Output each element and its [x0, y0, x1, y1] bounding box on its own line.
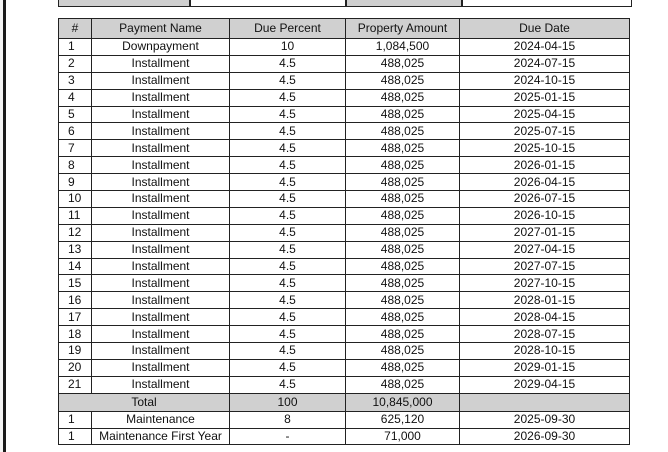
table-row — [59, 411, 630, 428]
cell-payment-name: Installment — [92, 174, 230, 191]
cell-payment-name: Maintenance First Year — [92, 428, 230, 445]
cell-payment-name: Installment — [92, 72, 230, 89]
cell-property-amount: 488,025 — [346, 140, 460, 157]
cell-property-amount: 488,025 — [346, 292, 460, 309]
cell-payment-name: Installment — [92, 123, 230, 140]
header-payment-name: Payment Name — [92, 19, 230, 39]
cell-due-date: 2025-04-15 — [460, 106, 630, 123]
table-row — [59, 39, 630, 56]
cell-property-amount: 488,025 — [346, 309, 460, 326]
cell-due-percent: 4.5 — [230, 326, 346, 343]
cell-number: 1 — [59, 428, 92, 445]
cell-number: 14 — [59, 258, 92, 275]
cell-due-date: 2028-04-15 — [460, 309, 630, 326]
cell-number: 5 — [59, 106, 92, 123]
cell-payment-name: Installment — [92, 89, 230, 106]
cell-payment-name: Installment — [92, 258, 230, 275]
table-row — [59, 123, 630, 140]
table-row — [59, 174, 630, 191]
cell-due-percent: 4.5 — [230, 258, 346, 275]
total-percent: 100 — [230, 393, 346, 411]
cell-property-amount: 488,025 — [346, 258, 460, 275]
table-row — [59, 258, 630, 275]
cell-payment-name: Installment — [92, 275, 230, 292]
table-row — [59, 140, 630, 157]
total-row — [59, 393, 630, 411]
cell-number: 3 — [59, 72, 92, 89]
cell-due-date: 2027-01-15 — [460, 224, 630, 241]
cell-due-date: 2027-07-15 — [460, 258, 630, 275]
cell-property-amount: 488,025 — [346, 376, 460, 393]
total-label: Total — [59, 393, 230, 411]
cell-number: 1 — [59, 411, 92, 428]
cell-due-date: 2024-04-15 — [460, 39, 630, 56]
cell-number: 18 — [59, 326, 92, 343]
cell-number: 17 — [59, 309, 92, 326]
cell-number: 13 — [59, 241, 92, 258]
cell-due-percent: 4.5 — [230, 376, 346, 393]
table-row — [59, 72, 630, 89]
cell-payment-name: Installment — [92, 207, 230, 224]
cell-due-date: 2025-01-15 — [460, 89, 630, 106]
header-due-date: Due Date — [460, 19, 630, 39]
cell-payment-name: Installment — [92, 343, 230, 360]
cell-number: 10 — [59, 191, 92, 208]
cell-due-date: 2025-09-30 — [460, 411, 630, 428]
cell-due-date: 2024-07-15 — [460, 55, 630, 72]
table-row — [59, 309, 630, 326]
cell-property-amount: 488,025 — [346, 359, 460, 376]
cell-due-date: 2028-01-15 — [460, 292, 630, 309]
cell-due-percent: 4.5 — [230, 140, 346, 157]
cell-property-amount: 488,025 — [346, 191, 460, 208]
cell-property-amount: 625,120 — [346, 411, 460, 428]
cell-property-amount: 488,025 — [346, 241, 460, 258]
cell-due-date: 2027-10-15 — [460, 275, 630, 292]
cell-due-date: 2024-10-15 — [460, 72, 630, 89]
document-page — [3, 0, 668, 452]
cell-due-percent: 4.5 — [230, 241, 346, 258]
cell-due-percent: 4.5 — [230, 157, 346, 174]
table-row — [59, 55, 630, 72]
cell-payment-name: Installment — [92, 326, 230, 343]
table-row — [59, 106, 630, 123]
cell-property-amount: 488,025 — [346, 174, 460, 191]
cell-due-date: 2026-07-15 — [460, 191, 630, 208]
cell-number: 11 — [59, 207, 92, 224]
cell-due-date: 2026-04-15 — [460, 174, 630, 191]
table-row — [59, 359, 630, 376]
cell-payment-name: Installment — [92, 241, 230, 258]
payment-schedule-table — [58, 18, 630, 445]
cell-payment-name: Installment — [92, 157, 230, 174]
cell-property-amount: 488,025 — [346, 72, 460, 89]
cell-property-amount: 488,025 — [346, 123, 460, 140]
cell-due-percent: 4.5 — [230, 106, 346, 123]
cell-number: 20 — [59, 359, 92, 376]
cell-number: 15 — [59, 275, 92, 292]
total-amount: 10,845,000 — [346, 393, 460, 411]
cell-payment-name: Installment — [92, 140, 230, 157]
cell-number: 4 — [59, 89, 92, 106]
cell-due-percent: 4.5 — [230, 123, 346, 140]
cell-due-percent: 10 — [230, 39, 346, 56]
cell-due-date: 2028-07-15 — [460, 326, 630, 343]
table-row — [59, 157, 630, 174]
cell-due-percent: 4.5 — [230, 72, 346, 89]
table-row — [59, 89, 630, 106]
cell-due-percent: 4.5 — [230, 89, 346, 106]
cell-due-date: 2029-01-15 — [460, 359, 630, 376]
table-row — [59, 326, 630, 343]
cell-property-amount: 488,025 — [346, 106, 460, 123]
table-row — [59, 343, 630, 360]
cell-due-percent: 4.5 — [230, 174, 346, 191]
cell-property-amount: 488,025 — [346, 55, 460, 72]
cell-due-percent: 4.5 — [230, 55, 346, 72]
cell-due-date: 2026-09-30 — [460, 428, 630, 445]
cell-number: 6 — [59, 123, 92, 140]
cell-due-date: 2028-10-15 — [460, 343, 630, 360]
cell-number: 2 — [59, 55, 92, 72]
cell-number: 8 — [59, 157, 92, 174]
cell-property-amount: 488,025 — [346, 275, 460, 292]
cell-due-percent: 4.5 — [230, 309, 346, 326]
cell-payment-name: Installment — [92, 224, 230, 241]
cell-property-amount: 488,025 — [346, 326, 460, 343]
cell-number: 19 — [59, 343, 92, 360]
header-property-amount: Property Amount — [346, 19, 460, 39]
cell-property-amount: 488,025 — [346, 157, 460, 174]
cell-payment-name: Installment — [92, 55, 230, 72]
cell-number: 21 — [59, 376, 92, 393]
cell-due-percent: 4.5 — [230, 224, 346, 241]
cell-number: 12 — [59, 224, 92, 241]
cell-number: 16 — [59, 292, 92, 309]
cell-payment-name: Installment — [92, 359, 230, 376]
cell-due-percent: 4.5 — [230, 275, 346, 292]
cell-property-amount: 1,084,500 — [346, 39, 460, 56]
cell-due-date: 2025-07-15 — [460, 123, 630, 140]
table-row — [59, 224, 630, 241]
cell-payment-name: Installment — [92, 309, 230, 326]
cell-number: 1 — [59, 39, 92, 56]
cell-payment-name: Installment — [92, 191, 230, 208]
cell-payment-name: Installment — [92, 106, 230, 123]
total-date — [460, 393, 630, 411]
cell-due-date: 2025-10-15 — [460, 140, 630, 157]
cell-property-amount: 71,000 — [346, 428, 460, 445]
table-row — [59, 275, 630, 292]
cell-due-percent: 4.5 — [230, 292, 346, 309]
cell-due-date: 2027-04-15 — [460, 241, 630, 258]
cell-payment-name: Installment — [92, 376, 230, 393]
cell-due-date: 2029-04-15 — [460, 376, 630, 393]
cell-due-percent: 4.5 — [230, 359, 346, 376]
cell-due-percent: - — [230, 428, 346, 445]
cell-due-percent: 4.5 — [230, 207, 346, 224]
header-number: # — [59, 19, 92, 39]
table-row — [59, 292, 630, 309]
cell-property-amount: 488,025 — [346, 343, 460, 360]
previous-table-bottom-edge — [58, 0, 632, 7]
cell-due-date: 2026-01-15 — [460, 157, 630, 174]
table-row — [59, 191, 630, 208]
cell-property-amount: 488,025 — [346, 224, 460, 241]
cell-payment-name: Installment — [92, 292, 230, 309]
cell-payment-name: Maintenance — [92, 411, 230, 428]
header-due-percent: Due Percent — [230, 19, 346, 39]
cell-due-date: 2026-10-15 — [460, 207, 630, 224]
cell-property-amount: 488,025 — [346, 89, 460, 106]
table-row — [59, 376, 630, 393]
cell-number: 9 — [59, 174, 92, 191]
table-header-row — [59, 19, 630, 39]
cell-property-amount: 488,025 — [346, 207, 460, 224]
cell-due-percent: 4.5 — [230, 343, 346, 360]
table-row — [59, 207, 630, 224]
cell-number: 7 — [59, 140, 92, 157]
cell-payment-name: Downpayment — [92, 39, 230, 56]
cell-due-percent: 4.5 — [230, 191, 346, 208]
table-row — [59, 428, 630, 445]
table-row — [59, 241, 630, 258]
cell-due-percent: 8 — [230, 411, 346, 428]
